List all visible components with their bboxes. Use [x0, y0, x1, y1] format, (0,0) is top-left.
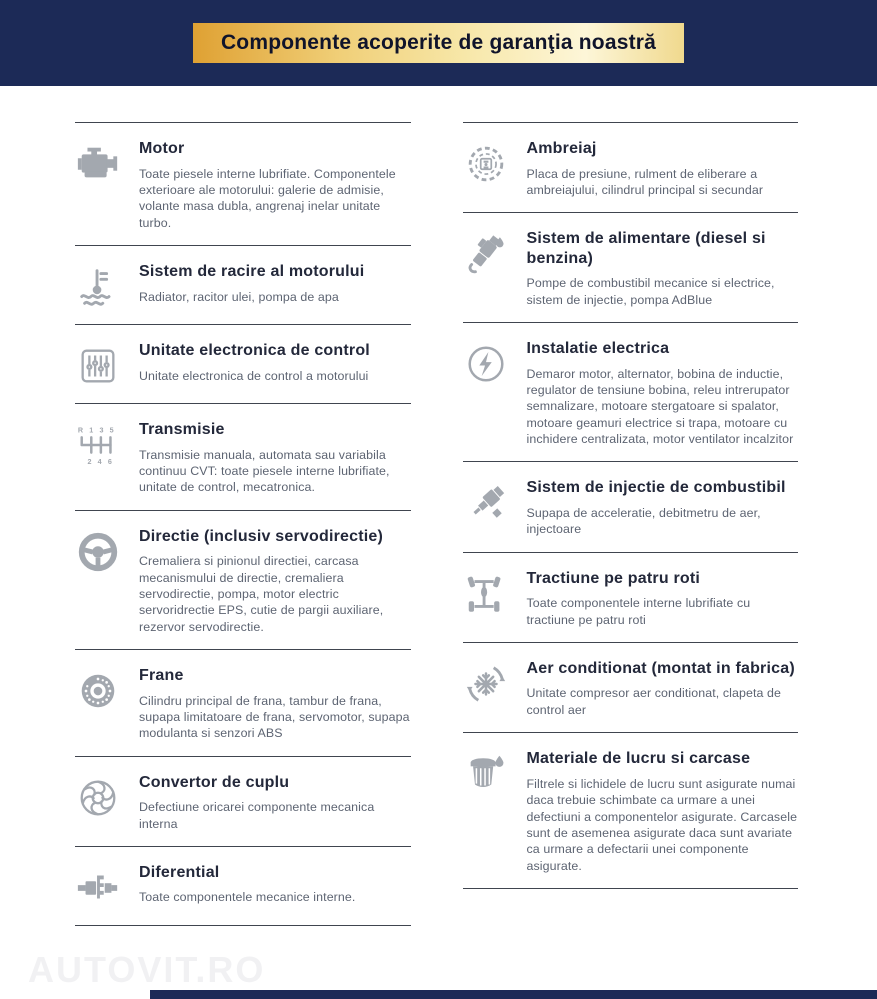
item-description: Supapa de acceleratie, debitmetru de aer, injectoare	[526, 505, 761, 537]
item-description: Toate piesele interne lubrifiate. Componentele exterioare ale motorului: galerie de admisie, volante masa dubla, angrenaj inelar unitate turbo.	[139, 166, 396, 230]
left-column	[75, 122, 411, 926]
lightning-icon	[463, 336, 513, 447]
fuel-injector-icon	[463, 475, 513, 537]
item-description: Transmisie manuala, automata sau variabila continuu CVT: toate piesele interne lubrifiate, unitate de control, mecatronica.	[139, 447, 390, 495]
list-item-cooling	[75, 246, 411, 325]
gear-bottom-labels: 2 4 6	[87, 458, 114, 467]
list-item-motor	[75, 122, 411, 246]
item-title: Motor	[139, 140, 185, 157]
item-description: Unitate compresor aer conditionat, clapeta de control aer	[526, 686, 782, 717]
clutch-disc-icon	[463, 136, 513, 198]
item-title: Ambreiaj	[526, 140, 597, 157]
item-description: Cremaliera si pinionul directiei, carcasa mecanismului de directie, cremaliera servodirectie, pompa, motor electric servoridrectie EPS, cutie de pargii auxiliare, rezervor servodirectie.	[139, 554, 384, 634]
item-title: Convertor de cuplu	[139, 773, 290, 791]
gear-shift-icon	[75, 417, 125, 496]
title-banner	[193, 23, 684, 63]
content-columns	[0, 86, 877, 926]
item-description: Defectiune oricarei componente mecanica interna	[139, 800, 375, 831]
item-title: Unitate electronica de control	[139, 342, 370, 360]
item-title: Aer conditionat (montat in fabrica)	[526, 659, 795, 677]
item-description: Unitate electronica de control a motorului	[139, 368, 369, 383]
item-description: Pompe de combustibil mecanice si electrice, sistem de injectie, pompa AdBlue	[526, 276, 775, 307]
item-description: Toate componentele mecanice interne.	[139, 890, 356, 905]
item-description: Filtrele si lichidele de lucru sunt asigurate numai daca trebuie schimbate ca urmare a unei defectiuni a componentelor asigurate. Carcasele sunt de asemenea asigurate daca sunt avariate ca urmare a defectarii unei componente asigurate.	[526, 776, 798, 873]
circuit-board-icon	[75, 338, 125, 389]
air-conditioning-icon	[463, 656, 513, 718]
list-item-torque-converter	[75, 757, 411, 847]
list-item-materials	[463, 733, 799, 889]
item-title: Tractiune pe patru roti	[526, 569, 701, 587]
brake-disc-icon	[75, 663, 125, 742]
torque-converter-icon	[75, 770, 125, 832]
list-item-ecu	[75, 325, 411, 404]
coolant-thermometer-icon	[75, 259, 125, 310]
gear-top-labels: R 1 3 5	[77, 426, 116, 435]
item-title: Sistem de injectie de combustibil	[526, 479, 786, 497]
page-header	[0, 0, 877, 86]
item-description: Toate componentele interne lubrifiate cu tractiune pe patru roti	[526, 596, 751, 627]
item-title: Transmisie	[139, 421, 225, 439]
list-item-electrical	[463, 323, 799, 462]
list-item-fuel-injection	[463, 462, 799, 552]
list-item-transmission	[75, 404, 411, 511]
list-item-clutch	[463, 122, 799, 213]
differential-icon	[75, 860, 125, 911]
right-column	[463, 122, 799, 926]
item-title: Materiale de lucru si carcase	[526, 750, 751, 768]
footer-bar	[150, 990, 877, 999]
page-title: Componente acoperite de garanţia noastră	[220, 31, 657, 54]
item-description: Demaror motor, alternator, bobina de inductie, regulator de tensiune bobina, releu intrerupator semnalizare, motoare stergatoare si spalator, motoare geamuri electrice si trapa, motoare cu inchidere centralizata, motor ventilator incalzitor	[526, 366, 794, 447]
item-title: Sistem de alimentare (diesel si benzina)	[526, 230, 766, 267]
item-title: Diferential	[139, 863, 220, 881]
engine-icon	[75, 136, 125, 231]
list-item-differential	[75, 847, 411, 926]
item-title: Sistem de racire al motorului	[139, 263, 365, 281]
list-item-air-conditioning	[463, 643, 799, 733]
item-description: Cilindru principal de frana, tambur de frana, supapa limitatoare de frana, servomotor, supapa modulanta si senzori ABS	[139, 693, 410, 741]
oil-filter-icon	[463, 746, 513, 874]
four-wheel-drive-icon	[463, 566, 513, 628]
item-title: Directie (inclusiv servodirectie)	[139, 527, 384, 545]
fuel-nozzle-icon	[463, 226, 513, 308]
item-description: Placa de presiune, rulment de eliberare a ambreiajului, cilindrul principal si secundar	[526, 166, 764, 197]
item-title: Frane	[139, 667, 184, 685]
list-item-four-wheel-drive	[463, 553, 799, 643]
steering-wheel-icon	[75, 524, 125, 635]
item-title: Instalatie electrica	[526, 340, 670, 358]
list-item-steering	[75, 511, 411, 650]
autovit-watermark: AUTOVIT.RO	[28, 949, 266, 990]
list-item-fuel-system	[463, 213, 799, 323]
item-description: Radiator, racitor ulei, pompa de apa	[139, 289, 339, 304]
list-item-brakes	[75, 650, 411, 757]
